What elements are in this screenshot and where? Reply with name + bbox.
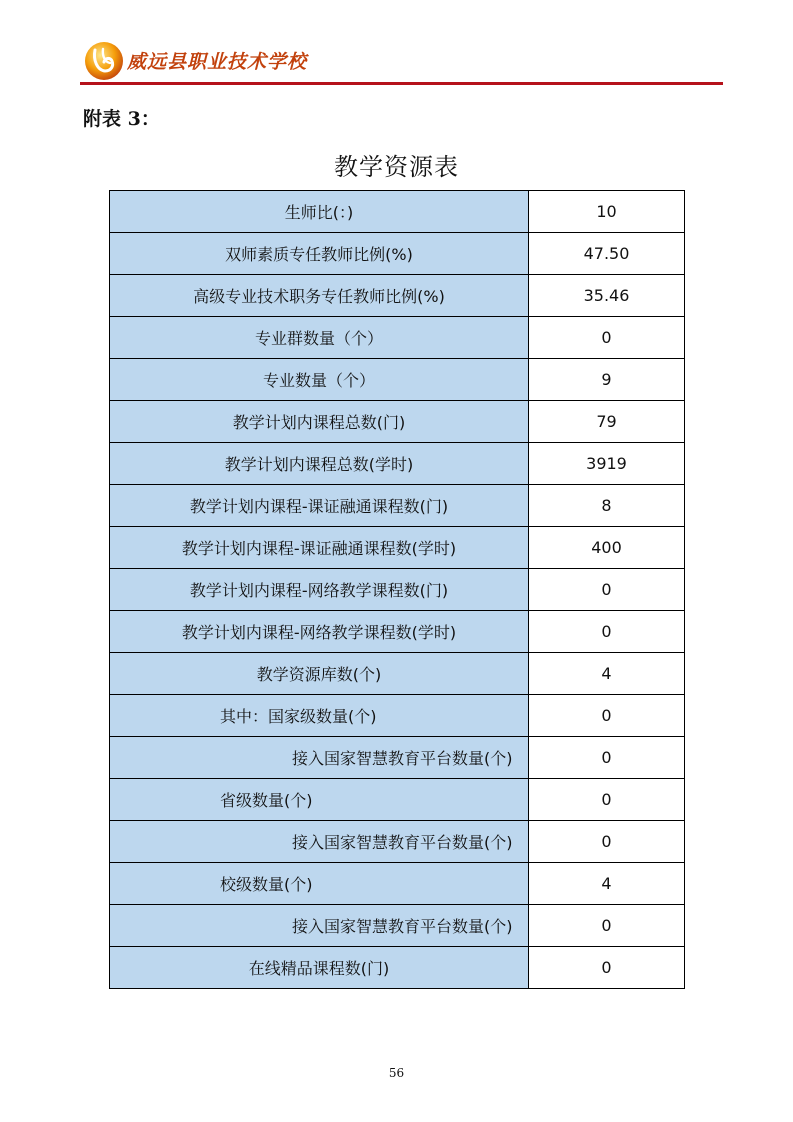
school-logo-icon (83, 40, 125, 82)
school-name: 威远县职业技术学校 (127, 51, 308, 73)
row-value: 0 (529, 569, 685, 611)
row-label: 接入国家智慧教育平台数量(个) (110, 821, 529, 863)
row-value: 4 (529, 863, 685, 905)
table-row (110, 821, 685, 863)
row-label: 教学计划内课程-网络教学课程数(门) (110, 569, 529, 611)
row-label: 生师比(：) (110, 191, 529, 233)
row-label: 校级数量(个) (110, 863, 529, 905)
table-row (110, 191, 685, 233)
table-row (110, 653, 685, 695)
page-header (83, 38, 723, 86)
row-value: 10 (529, 191, 685, 233)
row-value: 79 (529, 401, 685, 443)
appendix-label: 附表 3： (83, 108, 160, 130)
table-row (110, 485, 685, 527)
table-row (110, 947, 685, 989)
row-label: 专业数量（个） (110, 359, 529, 401)
row-label: 教学计划内课程-课证融通课程数(学时) (110, 527, 529, 569)
row-label: 教学计划内课程总数(门) (110, 401, 529, 443)
row-value: 0 (529, 905, 685, 947)
row-value: 35.46 (529, 275, 685, 317)
table-row (110, 317, 685, 359)
row-label: 教学计划内课程-网络教学课程数(学时) (110, 611, 529, 653)
row-value: 0 (529, 611, 685, 653)
header-divider (80, 82, 723, 85)
row-label: 其中：国家级数量(个) (110, 695, 529, 737)
row-value: 0 (529, 947, 685, 989)
row-label: 接入国家智慧教育平台数量(个) (110, 737, 529, 779)
row-label: 高级专业技术职务专任教师比例(%) (110, 275, 529, 317)
row-value: 47.50 (529, 233, 685, 275)
row-label: 接入国家智慧教育平台数量(个) (110, 905, 529, 947)
table-row (110, 233, 685, 275)
row-value: 0 (529, 737, 685, 779)
row-value: 0 (529, 779, 685, 821)
teaching-resources-table (109, 190, 685, 989)
table-row (110, 275, 685, 317)
row-value: 0 (529, 695, 685, 737)
row-value: 400 (529, 527, 685, 569)
table-row (110, 527, 685, 569)
table-row (110, 359, 685, 401)
row-label: 教学资源库数(个) (110, 653, 529, 695)
page-number: 56 (388, 1066, 405, 1080)
table-row (110, 863, 685, 905)
row-value: 8 (529, 485, 685, 527)
row-label: 省级数量(个) (110, 779, 529, 821)
row-value: 0 (529, 317, 685, 359)
row-label: 双师素质专任教师比例(%) (110, 233, 529, 275)
row-value: 4 (529, 653, 685, 695)
table-row (110, 401, 685, 443)
row-label: 在线精品课程数(门) (110, 947, 529, 989)
row-value: 3919 (529, 443, 685, 485)
table-row (110, 695, 685, 737)
table-title: 教学资源表 (334, 153, 459, 181)
row-label: 教学计划内课程总数(学时) (110, 443, 529, 485)
table-row (110, 737, 685, 779)
table-row (110, 611, 685, 653)
row-value: 9 (529, 359, 685, 401)
row-value: 0 (529, 821, 685, 863)
table-row (110, 779, 685, 821)
table-row (110, 905, 685, 947)
table-row (110, 569, 685, 611)
table-row (110, 443, 685, 485)
row-label: 专业群数量（个） (110, 317, 529, 359)
row-label: 教学计划内课程-课证融通课程数(门) (110, 485, 529, 527)
